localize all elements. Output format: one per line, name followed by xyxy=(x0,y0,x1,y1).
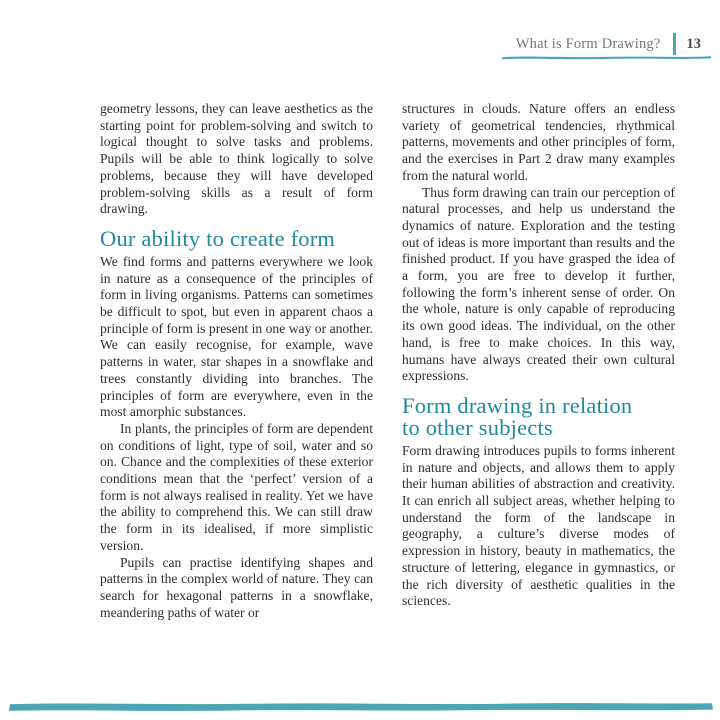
paragraph: In plants, the principles of form are dependent on conditions of light, type of soil, water and so on. Chance and the complexities of these exterior conditions mean that the ‘perfect’ version of a form is not always realised in reality. Yet we have the ability to comprehend this. We can still draw the form in its idealised, if more simplistic version. xyxy=(100,420,373,553)
right-column xyxy=(402,101,675,621)
paragraph: Form drawing introduces pupils to forms inherent in nature and objects, and allows them to apply their human abilities of abstraction and creativity. It can enrich all subject areas, whether helping to understand the form of the landscape in geography, a culture’s diverse modes of expression in history, beauty in mathematics, the structure of lettering, elegance in gymnastics, or the rich diversity of aesthetic qualities in the sciences. xyxy=(402,442,675,609)
footer-rule xyxy=(8,701,713,713)
running-head xyxy=(516,33,701,55)
header-divider xyxy=(673,33,676,55)
section-heading-ability: Our ability to create form xyxy=(100,225,336,251)
running-head-title: What is Form Drawing? xyxy=(515,35,661,52)
heading-line: Form drawing in relation xyxy=(402,392,633,418)
page-number: 13 xyxy=(686,35,701,52)
paragraph: Thus form drawing can train our perception of natural processes, and help us understand the dynamics of nature. Exploration and the testing out of ideas is more important than results and the finished product. If you have grasped the idea of a form, you are free to develop it further, following the form’s inherent sense of order. On the whole, nature is only capable of reproducing its own good ideas. The individual, on the other hand, is free to make choices. In this way, humans have always created their own cultural expressions. xyxy=(402,184,675,384)
paragraph-continuation: structures in clouds. Nature offers an endless variety of geometrical tendencies, rhythmical patterns, movements and other principles of form, and the exercises in Part 2 draw many examples from the natural world. xyxy=(402,101,675,183)
section-heading-relation xyxy=(402,392,675,440)
header-rule xyxy=(502,54,711,61)
paragraph-continuation: geometry lessons, they can leave aesthetics as the starting point for problem-solving and switch to logical thought to solve tasks and problems. Pupils will be able to think logically to solve problems, because they will have developed problem-solving skills as a result of form drawing. xyxy=(100,101,373,217)
left-column xyxy=(100,101,373,621)
paragraph: We find forms and patterns everywhere we look in nature as a consequence of the principles of form in living organisms. Patterns can sometimes be difficult to spot, but even in apparent chaos a principle of form is present in one way or another. We can easily recognise, for example, wave patterns in water, star shapes in a snowflake and trees constantly dividing into branches. The principles of form are everywhere, even in the most amorphic substances. xyxy=(100,253,373,420)
text-columns xyxy=(100,101,675,621)
heading-line: to other subjects xyxy=(402,414,553,440)
paragraph: Pupils can practise identifying shapes and patterns in the complex world of nature. They can search for hexagonal patterns in a snowflake, meandering paths of water or xyxy=(100,554,373,620)
